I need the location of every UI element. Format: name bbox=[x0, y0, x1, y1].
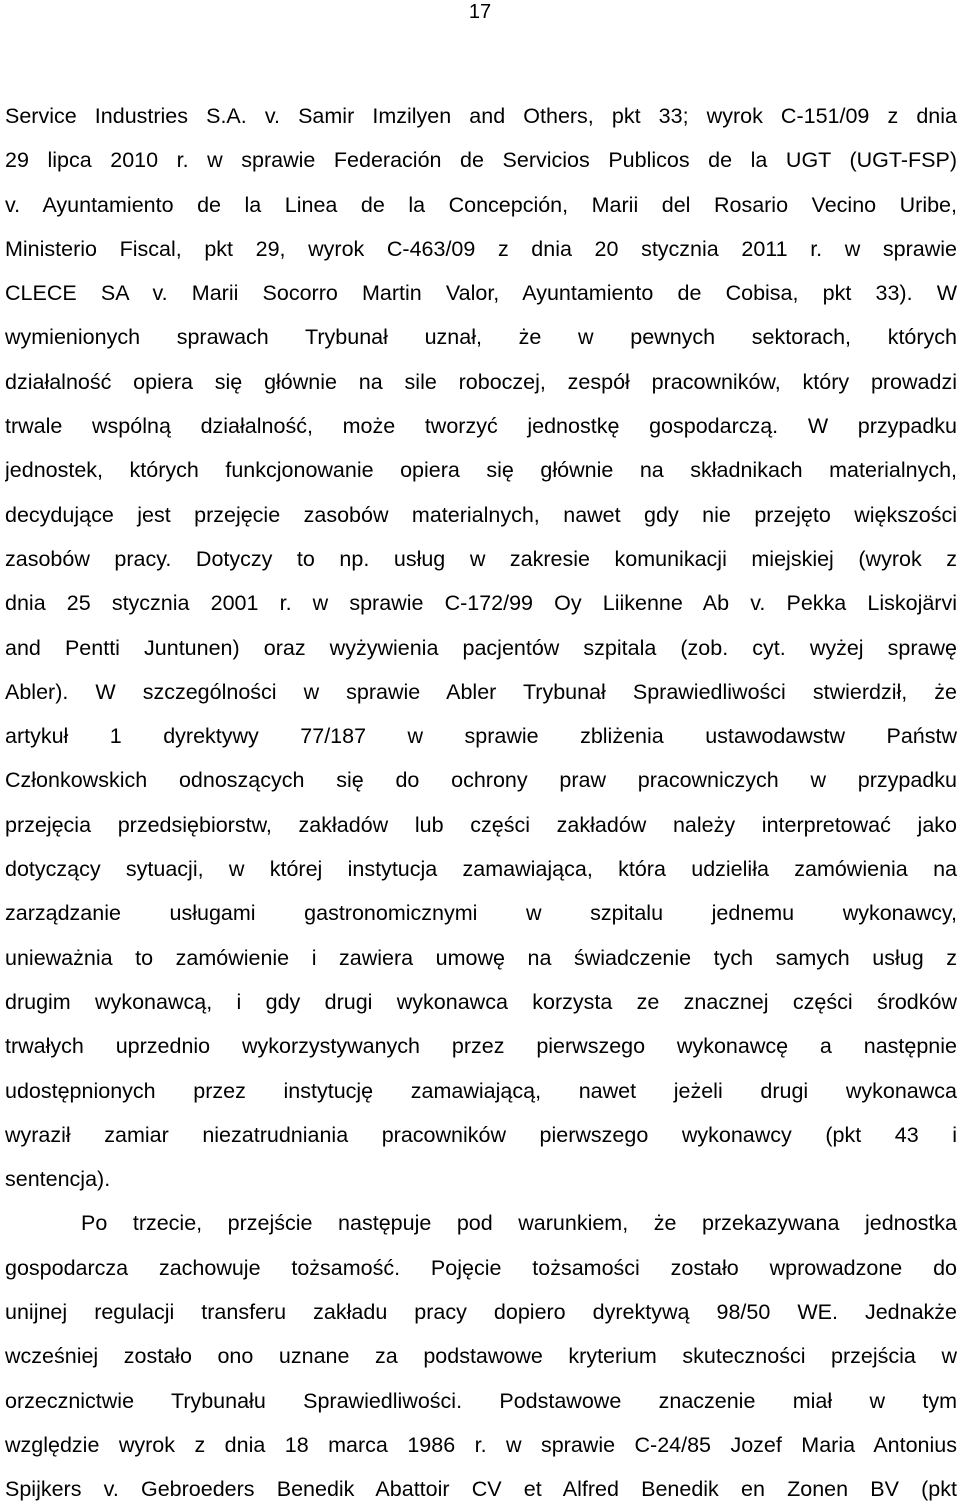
page-number: 17 bbox=[468, 1, 492, 23]
text-line: trwałych uprzednio wykorzystywanych przez pierwszego wykonawcę a następnie bbox=[5, 1034, 957, 1059]
text-line: Spijkers v. Gebroeders Benedik Abattoir CV et Alfred Benedik en Zonen BV (pkt bbox=[5, 1477, 957, 1502]
text-line: dotyczący sytuacji, w której instytucja zamawiająca, która udzieliła zamówienia na bbox=[5, 857, 957, 882]
text-line: trwale wspólną działalność, może tworzyć jednostkę gospodarczą. W przypadku bbox=[5, 414, 957, 439]
text-line: sentencja). bbox=[5, 1167, 111, 1192]
paragraph-2 bbox=[5, 1201, 957, 1511]
text-line: gospodarcza zachowuje tożsamość. Pojęcie tożsamości zostało wprowadzone do bbox=[5, 1255, 957, 1280]
text-line: unijnej regulacji transferu zakładu pracy dopiero dyrektywą 98/50 WE. Jednakże bbox=[5, 1300, 957, 1325]
text-line: and Pentti Juntunen) oraz wyżywienia pacjentów szpitala (zob. cyt. wyżej sprawę bbox=[5, 635, 957, 660]
text-line: działalność opiera się głównie na sile roboczej, zespół pracowników, który prowadzi bbox=[5, 369, 957, 394]
text-line: udostępnionych przez instytucję zamawiającą, nawet jeżeli drugi wykonawca bbox=[5, 1078, 957, 1103]
text-line: v. Ayuntamiento de la Linea de la Concepción, Marii del Rosario Vecino Uribe, bbox=[5, 192, 957, 217]
text-line: Service Industries S.A. v. Samir Imzilyen and Others, pkt 33; wyrok C-151/09 z dnia bbox=[5, 104, 957, 128]
text-line: wyraził zamiar niezatrudniania pracowników pierwszego wykonawcy (pkt 43 i bbox=[5, 1122, 957, 1147]
text-line: unieważnia to zamówienie i zawiera umowę na świadczenie tych samych usług z bbox=[5, 945, 957, 970]
paragraph-1 bbox=[5, 94, 957, 1201]
text-line: zarządzanie usługami gastronomicznymi w szpitalu jednemu wykonawcy, bbox=[5, 901, 957, 926]
text-line: zasobów pracy. Dotyczy to np. usług w zakresie komunikacji miejskiej (wyrok z bbox=[5, 546, 957, 571]
document-body bbox=[5, 94, 957, 1512]
text-line: artykuł 1 dyrektywy 77/187 w sprawie zbliżenia ustawodawstw Państw bbox=[5, 724, 957, 749]
text-line: wcześniej zostało ono uznane za podstawowe kryterium skuteczności przejścia w bbox=[5, 1344, 957, 1369]
text-line: drugim wykonawcą, i gdy drugi wykonawca korzysta ze znacznej części środków bbox=[5, 989, 957, 1014]
text-line: 29 lipca 2010 r. w sprawie Federación de Servicios Publicos de la UGT (UGT-FSP) bbox=[5, 148, 957, 173]
text-line: względzie wyrok z dnia 18 marca 1986 r. w sprawie C-24/85 Jozef Maria Antonius bbox=[5, 1432, 957, 1457]
text-line: dnia 25 stycznia 2001 r. w sprawie C-172/99 Oy Liikenne Ab v. Pekka Liskojärvi bbox=[5, 591, 957, 616]
text-line: wymienionych sprawach Trybunał uznał, że w pewnych sektorach, których bbox=[5, 325, 957, 350]
text-line: CLECE SA v. Marii Socorro Martin Valor, Ayuntamiento de Cobisa, pkt 33). W bbox=[5, 281, 957, 306]
text-line: Członkowskich odnoszących się do ochrony praw pracowniczych w przypadku bbox=[5, 768, 957, 793]
text-line: orzecznictwie Trybunału Sprawiedliwości. Podstawowe znaczenie miał w tym bbox=[5, 1388, 957, 1413]
text-line: przejęcia przedsiębiorstw, zakładów lub części zakładów należy interpretować jako bbox=[5, 812, 957, 837]
text-line: Abler). W szczególności w sprawie Abler Trybunał Sprawiedliwości stwierdził, że bbox=[5, 679, 957, 704]
text-line: Ministerio Fiscal, pkt 29, wyrok C-463/09 z dnia 20 stycznia 2011 r. w sprawie bbox=[5, 236, 957, 261]
text-line: jednostek, których funkcjonowanie opiera się głównie na składnikach materialnych, bbox=[5, 458, 957, 483]
text-line: decydujące jest przejęcie zasobów materialnych, nawet gdy nie przejęto większości bbox=[5, 502, 957, 527]
text-line: Po trzecie, przejście następuje pod warunkiem, że przekazywana jednostka bbox=[81, 1211, 957, 1236]
